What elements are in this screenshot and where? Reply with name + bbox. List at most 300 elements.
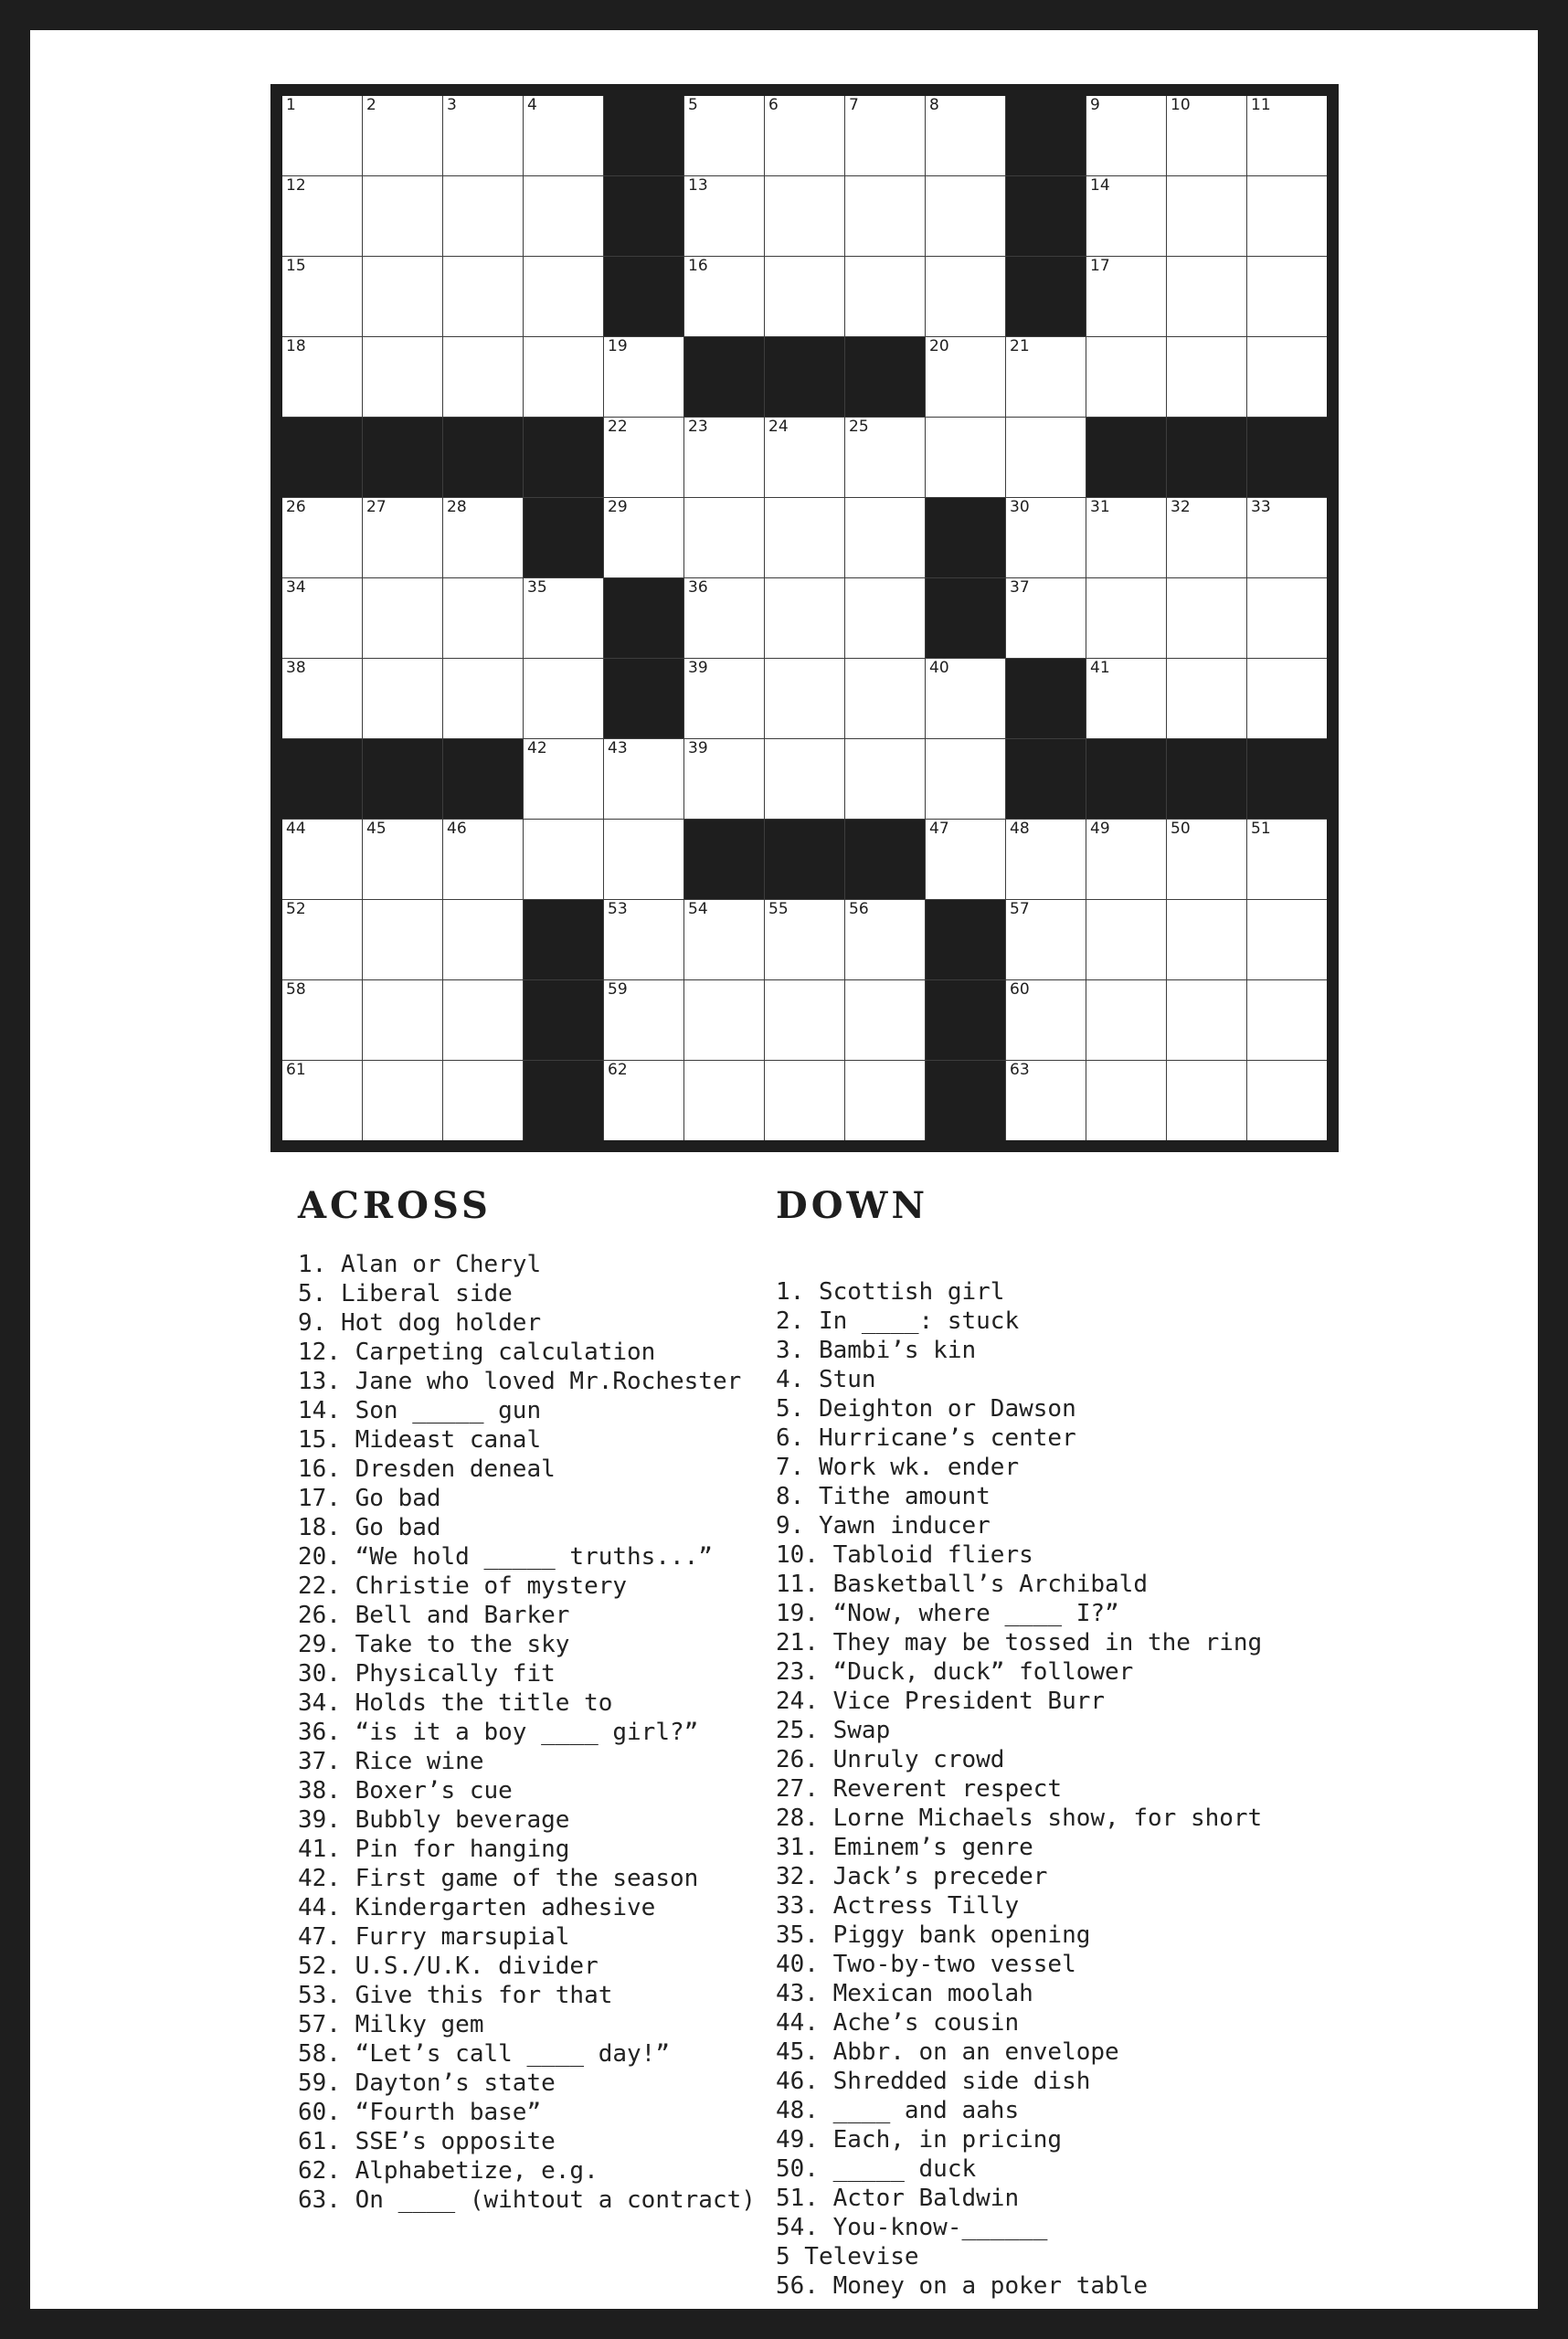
black-cell	[1006, 176, 1086, 256]
grid-cell[interactable]	[684, 418, 764, 497]
black-cell	[524, 418, 603, 497]
black-cell	[1006, 659, 1086, 738]
grid-cell[interactable]	[765, 257, 844, 336]
black-cell	[524, 1061, 603, 1140]
grid-cell[interactable]	[1247, 498, 1327, 577]
cell-number: 18	[286, 337, 306, 355]
across-clue: 47. Furry marsupial	[298, 1923, 570, 1951]
across-header: ACROSS	[298, 1184, 492, 1227]
grid-cell[interactable]	[765, 498, 844, 577]
black-cell	[1247, 739, 1327, 819]
grid-cell[interactable]	[926, 257, 1005, 336]
black-cell	[524, 498, 603, 577]
down-clue: 4. Stun	[776, 1366, 876, 1393]
grid-cell[interactable]	[443, 980, 523, 1060]
grid-cell[interactable]	[443, 820, 523, 899]
cell-number: 39	[688, 659, 708, 677]
grid-cell[interactable]	[845, 1061, 925, 1140]
grid-cell[interactable]	[684, 498, 764, 577]
grid-cell[interactable]	[1247, 900, 1327, 979]
grid-cell[interactable]	[363, 337, 442, 417]
grid-cell[interactable]	[1167, 337, 1246, 417]
grid-cell[interactable]	[1247, 176, 1327, 256]
across-clue: 14. Son _____ gun	[298, 1397, 542, 1424]
cell-number: 27	[366, 498, 387, 516]
down-clue: 3. Bambi’s kin	[776, 1337, 977, 1364]
across-clue: 30. Physically fit	[298, 1660, 556, 1688]
cell-number: 23	[688, 418, 708, 436]
down-clue: 35. Piggy bank opening	[776, 1921, 1091, 1949]
down-clue: 54. You-know-______	[776, 2214, 1048, 2241]
grid-cell[interactable]	[443, 659, 523, 738]
grid-cell[interactable]	[845, 578, 925, 658]
grid-cell[interactable]	[363, 820, 442, 899]
grid-cell[interactable]	[443, 257, 523, 336]
black-cell	[926, 1061, 1005, 1140]
cell-number: 15	[286, 257, 306, 275]
grid-cell[interactable]	[1086, 900, 1166, 979]
grid-cell[interactable]	[1247, 1061, 1327, 1140]
across-clue: 26. Bell and Barker	[298, 1602, 570, 1629]
grid-cell[interactable]	[1006, 418, 1086, 497]
grid-cell[interactable]	[1086, 578, 1166, 658]
down-clue: 28. Lorne Michaels show, for short	[776, 1805, 1263, 1832]
down-clue: 49. Each, in pricing	[776, 2126, 1063, 2154]
grid-cell[interactable]	[1247, 578, 1327, 658]
down-clue: 48. ____ and aahs	[776, 2097, 1020, 2124]
down-clue: 1. Scottish girl	[776, 1278, 1005, 1306]
black-cell	[363, 739, 442, 819]
across-clue: 38. Boxer’s cue	[298, 1777, 513, 1805]
grid-cell[interactable]	[363, 900, 442, 979]
grid-cell[interactable]	[524, 96, 603, 175]
black-cell	[765, 337, 844, 417]
down-clue: 31. Eminem’s genre	[776, 1834, 1033, 1861]
grid-cell[interactable]	[926, 739, 1005, 819]
cell-number: 5	[688, 96, 698, 114]
grid-cell[interactable]	[282, 176, 362, 256]
black-cell	[1006, 739, 1086, 819]
down-clue: 25. Swap	[776, 1717, 891, 1744]
grid-cell[interactable]	[443, 176, 523, 256]
black-cell	[1167, 418, 1246, 497]
cell-number: 41	[1090, 659, 1110, 677]
across-clue: 20. “We hold _____ truths...”	[298, 1543, 713, 1571]
across-clue: 13. Jane who loved Mr.Rochester	[298, 1368, 742, 1395]
down-clue: 9. Yawn inducer	[776, 1512, 991, 1540]
cell-number: 31	[1090, 498, 1110, 516]
grid-cell[interactable]	[443, 96, 523, 175]
grid-cell[interactable]	[684, 96, 764, 175]
grid-cell[interactable]	[524, 578, 603, 658]
grid-cell[interactable]	[765, 980, 844, 1060]
grid-cell[interactable]	[604, 337, 683, 417]
grid-cell[interactable]	[443, 578, 523, 658]
grid-cell[interactable]	[845, 96, 925, 175]
cell-number: 9	[1090, 96, 1100, 114]
black-cell	[845, 820, 925, 899]
cell-number: 63	[1010, 1061, 1030, 1079]
cell-number: 13	[688, 176, 708, 195]
black-cell	[604, 96, 683, 175]
black-cell	[363, 418, 442, 497]
down-header: DOWN	[776, 1184, 929, 1227]
cell-number: 56	[849, 900, 869, 918]
cell-number: 46	[447, 820, 467, 838]
cell-number: 2	[366, 96, 376, 114]
black-cell	[926, 900, 1005, 979]
cell-number: 50	[1171, 820, 1191, 838]
cell-number: 12	[286, 176, 306, 195]
cell-number: 29	[608, 498, 628, 516]
across-clue: 9. Hot dog holder	[298, 1309, 542, 1337]
down-clue: 27. Reverent respect	[776, 1775, 1063, 1803]
black-cell	[1086, 418, 1166, 497]
grid-cell[interactable]	[1086, 257, 1166, 336]
black-cell	[926, 498, 1005, 577]
down-clue: 44. Ache’s cousin	[776, 2009, 1020, 2037]
cell-number: 49	[1090, 820, 1110, 838]
grid-cell[interactable]	[363, 659, 442, 738]
black-cell	[926, 578, 1005, 658]
cell-number: 4	[527, 96, 537, 114]
grid-cell[interactable]	[604, 1061, 683, 1140]
grid-cell[interactable]	[1167, 820, 1246, 899]
cell-number: 8	[929, 96, 939, 114]
grid-cell[interactable]	[1006, 578, 1086, 658]
grid-cell[interactable]	[684, 578, 764, 658]
cell-number: 52	[286, 900, 306, 918]
across-clue-list	[298, 1250, 756, 2215]
down-clue: 7. Work wk. ender	[776, 1454, 1020, 1481]
down-clue: 56. Money on a poker table	[776, 2272, 1148, 2300]
cell-number: 36	[688, 578, 708, 597]
black-cell	[282, 418, 362, 497]
grid-cell[interactable]	[1086, 337, 1166, 417]
grid-cell[interactable]	[524, 820, 603, 899]
across-clue: 22. Christie of mystery	[298, 1572, 628, 1600]
cell-number: 57	[1010, 900, 1030, 918]
across-clue: 57. Milky gem	[298, 2011, 484, 2038]
down-clue-list	[776, 1277, 1262, 2301]
down-clue: 33. Actress Tilly	[776, 1892, 1020, 1920]
grid-cell[interactable]	[282, 1061, 362, 1140]
black-cell	[604, 578, 683, 658]
cell-number: 7	[849, 96, 859, 114]
across-clue: 42. First game of the season	[298, 1865, 699, 1892]
cell-number: 39	[688, 739, 708, 757]
grid-cell[interactable]	[1247, 820, 1327, 899]
grid-cell[interactable]	[1167, 176, 1246, 256]
grid-cell[interactable]	[1247, 337, 1327, 417]
grid-cell[interactable]	[1086, 659, 1166, 738]
across-clue: 58. “Let’s call ____ day!”	[298, 2040, 670, 2068]
cell-number: 35	[527, 578, 547, 597]
cell-number: 6	[768, 96, 779, 114]
black-cell	[765, 820, 844, 899]
cell-number: 59	[608, 980, 628, 999]
across-clue: 5. Liberal side	[298, 1280, 513, 1307]
grid-cell[interactable]	[443, 900, 523, 979]
grid-cell[interactable]	[845, 418, 925, 497]
grid-cell[interactable]	[1086, 176, 1166, 256]
grid-cell[interactable]	[1006, 900, 1086, 979]
grid-cell[interactable]	[524, 337, 603, 417]
across-clue: 59. Dayton’s state	[298, 2069, 556, 2097]
grid-cell[interactable]	[684, 900, 764, 979]
grid-cell[interactable]	[684, 739, 764, 819]
grid-cell[interactable]	[282, 96, 362, 175]
grid-cell[interactable]	[604, 900, 683, 979]
grid-cell[interactable]	[926, 96, 1005, 175]
down-clue: 5. Deighton or Dawson	[776, 1395, 1076, 1423]
grid-cell[interactable]	[845, 659, 925, 738]
grid-cell[interactable]	[604, 820, 683, 899]
down-clue: 43. Mexican moolah	[776, 1980, 1033, 2007]
grid-cell[interactable]	[684, 257, 764, 336]
grid-cell[interactable]	[1167, 900, 1246, 979]
grid-cell[interactable]	[524, 176, 603, 256]
black-cell	[524, 900, 603, 979]
grid-cell[interactable]	[1167, 96, 1246, 175]
grid-cell[interactable]	[684, 1061, 764, 1140]
grid-cell[interactable]	[604, 498, 683, 577]
cell-number: 55	[768, 900, 789, 918]
cell-number: 32	[1171, 498, 1191, 516]
across-clue: 1. Alan or Cheryl	[298, 1251, 542, 1278]
grid-cell[interactable]	[765, 900, 844, 979]
grid-cell[interactable]	[684, 659, 764, 738]
grid-cell[interactable]	[1167, 980, 1246, 1060]
grid-cell[interactable]	[765, 578, 844, 658]
cell-number: 22	[608, 418, 628, 436]
across-clue: 17. Go bad	[298, 1485, 441, 1512]
grid-cell[interactable]	[926, 820, 1005, 899]
grid-cell[interactable]	[1006, 337, 1086, 417]
grid-cell[interactable]	[363, 578, 442, 658]
cell-number: 42	[527, 739, 547, 757]
grid-cell[interactable]	[1247, 96, 1327, 175]
across-clue: 29. Take to the sky	[298, 1631, 570, 1658]
grid-cell[interactable]	[1006, 498, 1086, 577]
cell-number: 40	[929, 659, 949, 677]
down-clue: 2. In ____: stuck	[776, 1307, 1020, 1335]
grid-cell[interactable]	[765, 1061, 844, 1140]
across-clue: 37. Rice wine	[298, 1748, 484, 1775]
cell-number: 20	[929, 337, 949, 355]
black-cell	[604, 659, 683, 738]
grid-cell[interactable]	[845, 176, 925, 256]
grid-cell[interactable]	[765, 659, 844, 738]
grid-cell[interactable]	[363, 980, 442, 1060]
down-clue: 46. Shredded side dish	[776, 2068, 1091, 2095]
grid-cells	[282, 96, 1327, 1140]
across-clue: 44. Kindergarten adhesive	[298, 1894, 656, 1921]
grid-cell[interactable]	[765, 176, 844, 256]
black-cell	[524, 980, 603, 1060]
cell-number: 61	[286, 1061, 306, 1079]
grid-cell[interactable]	[1006, 1061, 1086, 1140]
across-clue: 39. Bubbly beverage	[298, 1806, 570, 1834]
cell-number: 1	[286, 96, 296, 114]
cell-number: 44	[286, 820, 306, 838]
grid-cell[interactable]	[1167, 257, 1246, 336]
grid-cell[interactable]	[282, 337, 362, 417]
grid-cell[interactable]	[1247, 659, 1327, 738]
cell-number: 45	[366, 820, 387, 838]
down-clue: 40. Two-by-two vessel	[776, 1951, 1076, 1978]
down-clue: 5 Televise	[776, 2243, 919, 2270]
grid-cell[interactable]	[684, 176, 764, 256]
down-clue: 8. Tithe amount	[776, 1483, 991, 1510]
cell-number: 14	[1090, 176, 1110, 195]
grid-cell[interactable]	[1086, 820, 1166, 899]
grid-cell[interactable]	[1086, 498, 1166, 577]
black-cell	[1086, 739, 1166, 819]
cell-number: 38	[286, 659, 306, 677]
grid-cell[interactable]	[926, 337, 1005, 417]
black-cell	[845, 337, 925, 417]
cell-number: 28	[447, 498, 467, 516]
across-clue: 62. Alphabetize, e.g.	[298, 2157, 599, 2185]
grid-cell[interactable]	[282, 659, 362, 738]
grid-cell[interactable]	[684, 980, 764, 1060]
black-cell	[684, 337, 764, 417]
grid-cell[interactable]	[604, 980, 683, 1060]
down-clue: 24. Vice President Burr	[776, 1688, 1106, 1715]
across-clue: 63. On ____ (wihtout a contract)	[298, 2186, 756, 2214]
cell-number: 25	[849, 418, 869, 436]
down-clue: 6. Hurricane’s center	[776, 1424, 1076, 1452]
grid-cell[interactable]	[282, 980, 362, 1060]
cell-number: 48	[1010, 820, 1030, 838]
cell-number: 60	[1010, 980, 1030, 999]
crossword-grid[interactable]	[270, 84, 1339, 1152]
grid-cell[interactable]	[845, 257, 925, 336]
grid-cell[interactable]	[524, 659, 603, 738]
cell-number: 26	[286, 498, 306, 516]
grid-cell[interactable]	[1167, 659, 1246, 738]
cell-number: 33	[1251, 498, 1271, 516]
cell-number: 34	[286, 578, 306, 597]
grid-cell[interactable]	[926, 176, 1005, 256]
grid-cell[interactable]	[1167, 1061, 1246, 1140]
cell-number: 11	[1251, 96, 1271, 114]
down-clue: 51. Actor Baldwin	[776, 2185, 1020, 2212]
grid-cell[interactable]	[363, 257, 442, 336]
down-clue: 10. Tabloid fliers	[776, 1541, 1033, 1569]
grid-cell[interactable]	[363, 176, 442, 256]
grid-cell[interactable]	[443, 337, 523, 417]
grid-cell[interactable]	[1086, 1061, 1166, 1140]
cell-number: 24	[768, 418, 789, 436]
cell-number: 17	[1090, 257, 1110, 275]
down-clue: 19. “Now, where ____ I?”	[776, 1600, 1119, 1627]
grid-cell[interactable]	[926, 659, 1005, 738]
down-clue: 21. They may be tossed in the ring	[776, 1629, 1263, 1656]
grid-cell[interactable]	[524, 739, 603, 819]
grid-cell[interactable]	[845, 980, 925, 1060]
grid-cell[interactable]	[1247, 257, 1327, 336]
cell-number: 53	[608, 900, 628, 918]
grid-cell[interactable]	[443, 1061, 523, 1140]
grid-cell[interactable]	[282, 498, 362, 577]
across-clue: 34. Holds the title to	[298, 1689, 613, 1717]
grid-cell[interactable]	[765, 418, 844, 497]
cell-number: 19	[608, 337, 628, 355]
across-clue: 52. U.S./U.K. divider	[298, 1953, 599, 1980]
grid-cell[interactable]	[1006, 980, 1086, 1060]
cell-number: 58	[286, 980, 306, 999]
grid-cell[interactable]	[604, 418, 683, 497]
down-clue: 50. _____ duck	[776, 2155, 977, 2183]
black-cell	[684, 820, 764, 899]
grid-cell[interactable]	[363, 96, 442, 175]
cell-number: 3	[447, 96, 457, 114]
grid-cell[interactable]	[604, 739, 683, 819]
grid-cell[interactable]	[363, 1061, 442, 1140]
grid-cell[interactable]	[845, 498, 925, 577]
grid-cell[interactable]	[1247, 980, 1327, 1060]
down-clue: 26. Unruly crowd	[776, 1746, 1005, 1773]
cell-number: 10	[1171, 96, 1191, 114]
black-cell	[1167, 739, 1246, 819]
across-clue: 53. Give this for that	[298, 1982, 613, 2009]
black-cell	[604, 176, 683, 256]
grid-cell[interactable]	[282, 257, 362, 336]
grid-cell[interactable]	[845, 900, 925, 979]
black-cell	[1247, 418, 1327, 497]
grid-cell[interactable]	[765, 739, 844, 819]
cell-number: 37	[1010, 578, 1030, 597]
grid-cell[interactable]	[845, 739, 925, 819]
grid-cell[interactable]	[282, 820, 362, 899]
black-cell	[443, 418, 523, 497]
grid-cell[interactable]	[282, 578, 362, 658]
black-cell	[1006, 257, 1086, 336]
down-clue: 23. “Duck, duck” follower	[776, 1658, 1134, 1686]
black-cell	[604, 257, 683, 336]
grid-cell[interactable]	[765, 96, 844, 175]
grid-cell[interactable]	[1006, 820, 1086, 899]
grid-cell[interactable]	[363, 498, 442, 577]
across-clue: 36. “is it a boy ____ girl?”	[298, 1719, 699, 1746]
grid-cell[interactable]	[1086, 980, 1166, 1060]
grid-cell[interactable]	[443, 498, 523, 577]
across-clue: 15. Mideast canal	[298, 1426, 542, 1454]
down-clue: 45. Abbr. on an envelope	[776, 2038, 1119, 2066]
down-clue: 11. Basketball’s Archibald	[776, 1571, 1148, 1598]
black-cell	[282, 739, 362, 819]
grid-cell[interactable]	[926, 418, 1005, 497]
across-clue: 16. Dresden deneal	[298, 1455, 556, 1483]
across-clue: 18. Go bad	[298, 1514, 441, 1541]
grid-cell[interactable]	[282, 900, 362, 979]
black-cell	[926, 980, 1005, 1060]
grid-cell[interactable]	[524, 257, 603, 336]
across-clue: 41. Pin for hanging	[298, 1836, 570, 1863]
cell-number: 51	[1251, 820, 1271, 838]
cell-number: 30	[1010, 498, 1030, 516]
grid-cell[interactable]	[1167, 498, 1246, 577]
across-clue: 60. “Fourth base”	[298, 2099, 542, 2126]
cell-number: 47	[929, 820, 949, 838]
cell-number: 54	[688, 900, 708, 918]
across-clue: 12. Carpeting calculation	[298, 1339, 656, 1366]
grid-cell[interactable]	[1167, 578, 1246, 658]
cell-number: 21	[1010, 337, 1030, 355]
grid-cell[interactable]	[1086, 96, 1166, 175]
